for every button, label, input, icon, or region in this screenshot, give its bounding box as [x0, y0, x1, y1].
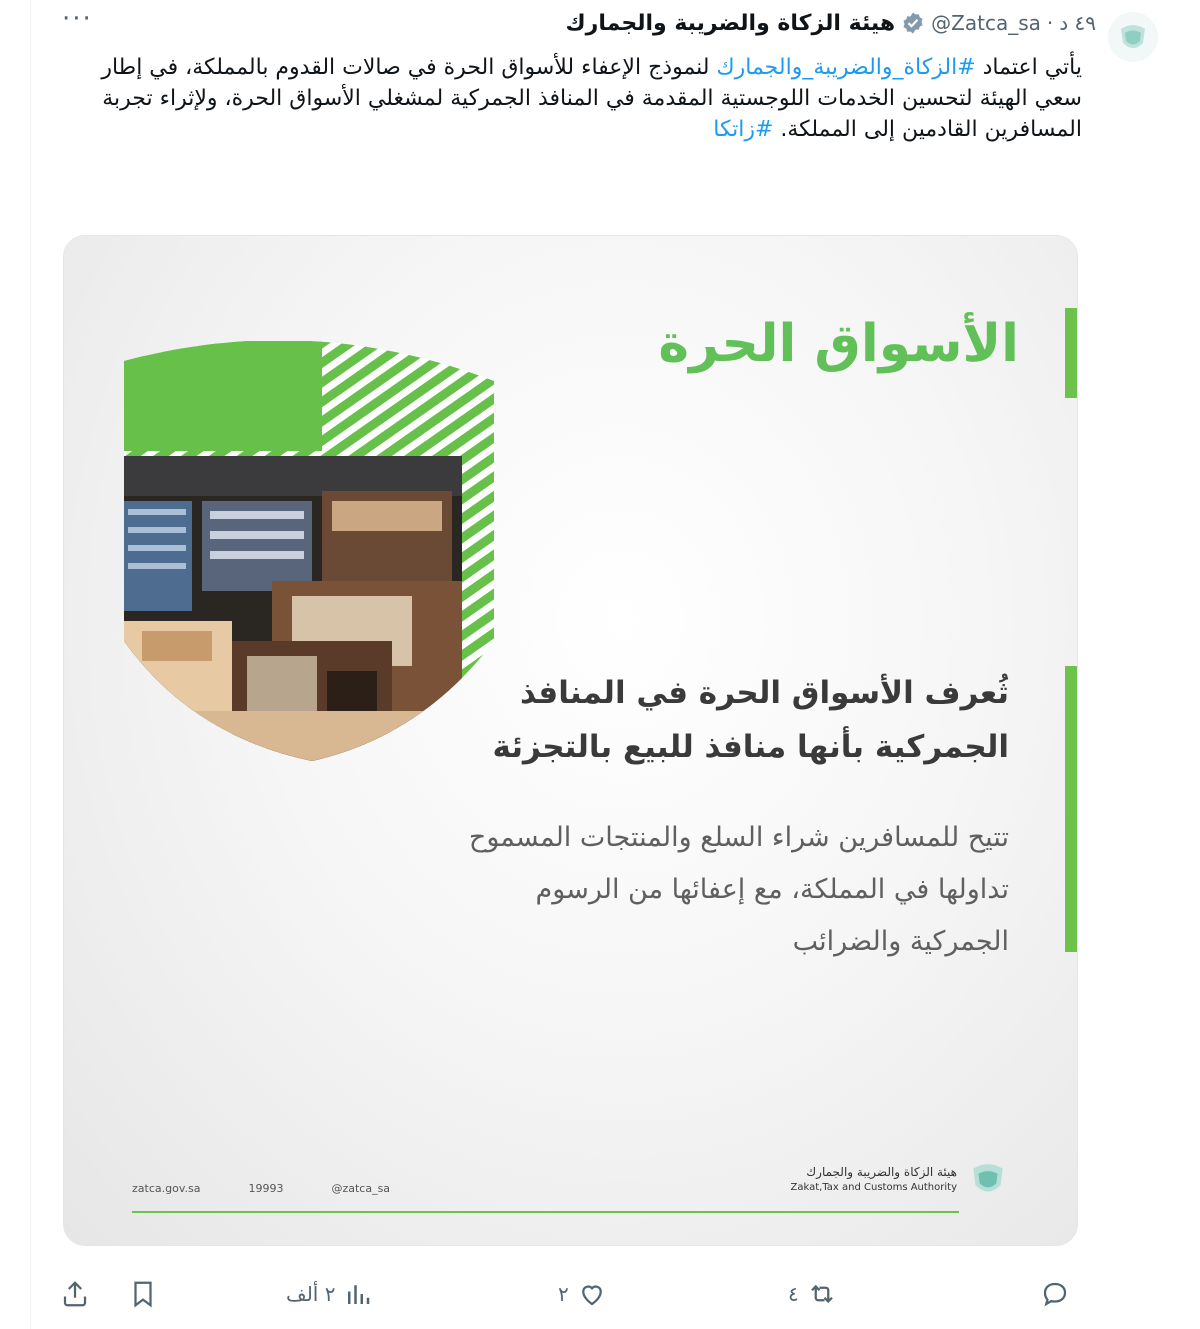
author-avatar[interactable] [1108, 12, 1158, 62]
author-name[interactable]: هيئة الزكاة والضريبة والجمارك [565, 10, 896, 36]
retweet-button[interactable] [788, 1272, 837, 1316]
footer-phone: 19993 [248, 1182, 284, 1195]
zatca-emblem-icon [967, 1158, 1009, 1200]
author-handle[interactable]: @Zatca_sa [931, 11, 1041, 35]
like-button[interactable] [558, 1272, 607, 1316]
footer-social: @zatca_sa [331, 1182, 391, 1195]
separator-dot: · [1046, 11, 1054, 35]
views-icon [343, 1279, 373, 1309]
duty-free-shop-image [122, 341, 502, 761]
footer-logo-arabic: هيئة الزكاة والضريبة والجمارك [806, 1165, 957, 1179]
footer-accent-line [132, 1211, 959, 1213]
retweet-count: ٤ [788, 1282, 799, 1306]
footer-logo [791, 1158, 1009, 1200]
tweet-text-part: لنموذج الإعفاء للأسواق الحرة في صالات القدوم بالمملكة، في إطار سعي الهيئة لتحسين الخدمات اللوجستية المقدمة في المنافذ الجمركية لمشغلي الأسواق الحرة، ولإثراء تجربة المسافرين القادمين إلى المملكة. [101, 55, 1082, 142]
hashtag-link[interactable]: #زاتكا [713, 117, 774, 142]
hashtag-link[interactable]: #الزكاة_والضريبة_والجمارك [716, 55, 976, 80]
footer-website: zatca.gov.sa [132, 1182, 201, 1195]
share-button[interactable] [60, 1272, 90, 1316]
zatca-logo-icon [1113, 17, 1153, 57]
footer-logo-english: Zakat,Tax and Customs Authority [790, 1182, 957, 1193]
views-button[interactable] [286, 1272, 373, 1316]
timeline-divider [30, 0, 31, 1329]
tweet-media-card[interactable] [63, 235, 1078, 1246]
bookmark-button[interactable] [128, 1272, 158, 1316]
text-accent-bar [1065, 666, 1077, 952]
card-heading: الأسواق الحرة [658, 314, 1019, 374]
like-count: ٢ [558, 1282, 569, 1306]
heading-accent-bar [1065, 308, 1077, 398]
tweet-time[interactable]: ٤٩ د [1059, 11, 1096, 35]
card-footer-contacts [132, 1182, 390, 1195]
tweet-text [100, 52, 1082, 145]
bookmark-icon [128, 1279, 158, 1309]
verified-badge-icon [901, 11, 925, 35]
views-count: ٢ ألف [286, 1282, 336, 1306]
more-options-icon[interactable]: ··· [62, 4, 93, 34]
tweet-actions-bar [60, 1272, 1080, 1316]
card-body-text: تتيح للمسافرين شراء السلع والمنتجات المسموح تداولها في المملكة، مع إعفائها من الرسوم الجمركية والضرائب [468, 822, 1009, 957]
retweet-icon [807, 1279, 837, 1309]
reply-button[interactable] [1040, 1272, 1070, 1316]
card-subheading: ثُعرف الأسواق الحرة في المنافذ الجمركية بأنها منافذ للبيع بالتجزئة [492, 675, 1009, 765]
tweet-text-part: يأتي اعتماد [975, 55, 1082, 80]
heart-icon [577, 1279, 607, 1309]
share-icon [60, 1279, 90, 1309]
reply-icon [1040, 1279, 1070, 1309]
tweet-header [566, 6, 1097, 40]
